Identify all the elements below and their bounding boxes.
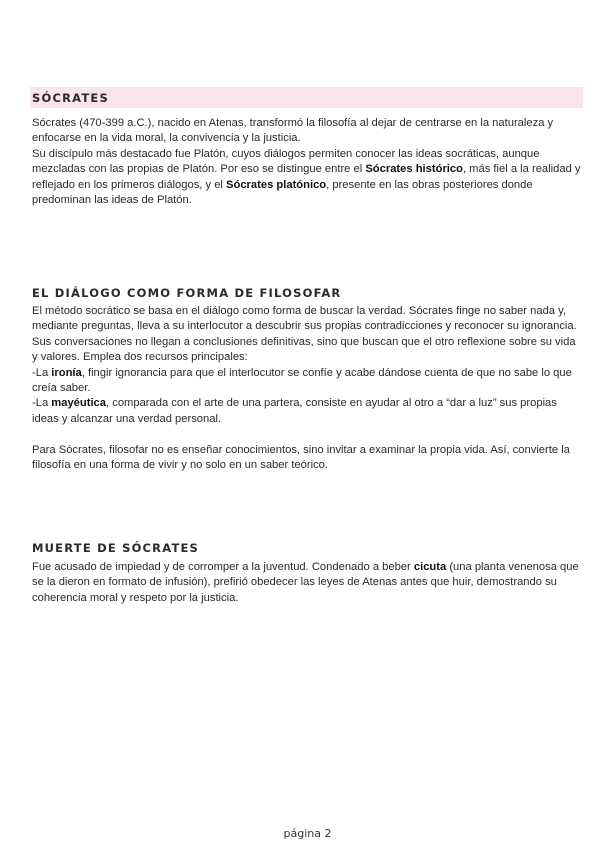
text-run: , más fiel a la realidad y reflejado en los primeros diálogos, y el: [32, 163, 581, 191]
text-run: (una planta venenosa que se la dieron en formato de infusión), prefirió obedecer las leyes de Atenas antes que huir, demostrando su coherencia moral y respeto por la justicia.: [32, 561, 579, 604]
text-run: , presente en las obras posteriores donde predominan las ideas de Platón.: [32, 178, 533, 207]
paragraph: [32, 116, 584, 147]
emphasis-term: mayéutica: [51, 397, 107, 410]
emphasis-term: cicuta: [413, 561, 447, 573]
paragraph: [32, 304, 584, 366]
paragraph: [32, 147, 584, 209]
paragraph: [32, 366, 584, 397]
text-run: El método socrático se basa en el diálogo como forma de buscar la verdad. Sócrates finge no saber nada y, mediante preguntas, lleva a su interlocutor a descubrir sus propias contradicciones y reconocer su ignorancia. Sus conversaciones no llegan a conclusiones definitivas, sino que buscan que el otro reflexione sobre su vida y valores. Emplea dos recursos principales:: [32, 305, 577, 364]
heading-highlight-band: [30, 87, 583, 108]
text-run: Su discípulo más destacado fue Platón, cuyos diálogos permiten conocer las ideas socráticas, aunque mezcladas con las propias de Platón. Por eso se distingue entre el: [32, 147, 540, 176]
section-body-dialogo: [32, 304, 584, 473]
section-heading-socrates: SÓCRATES: [32, 91, 109, 105]
section-heading-muerte: MUERTE DE SÓCRATES: [32, 541, 200, 555]
emphasis-term: Sócrates platónico: [226, 178, 327, 191]
text-run: , fingir ignorancia para que el interlocutor se confíe y acabe dándose cuenta de que no sabe lo que creía saber.: [32, 366, 572, 395]
text-run: Sócrates (470-399 a.C.), nacido en Atenas, transformó la filosofía al dejar de centrarse en la naturaleza y enfocarse en la vida moral, la convivencia y la justicia.: [32, 117, 554, 145]
text-run: Fue acusado de impiedad y de corromper a la juventud. Condenado a beber: [32, 561, 414, 573]
section-body-socrates: [32, 116, 584, 208]
paragraph: [32, 560, 584, 606]
emphasis-term: Sócrates histórico: [365, 163, 463, 176]
text-run: -La: [32, 366, 52, 379]
page-number: página 2: [283, 827, 332, 840]
emphasis-term: ironía: [51, 366, 82, 379]
text-run: , comparada con el arte de una partera, consiste en ayudar al otro a “dar a luz” sus propias ideas y alcanzar una verdad personal.: [32, 397, 557, 425]
section-heading-dialogo: EL DIÁLOGO COMO FORMA DE FILOSOFAR: [32, 286, 342, 300]
paragraph: [32, 443, 584, 474]
section-body-muerte: [32, 560, 584, 606]
paragraph: [32, 427, 584, 442]
paragraph: [32, 396, 584, 427]
text-run: -La: [32, 397, 52, 410]
text-run: Para Sócrates, filosofar no es enseñar conocimientos, sino invitar a examinar la propia vida. Así, convierte la filosofía en una forma de vivir y no solo en un saber teórico.: [32, 443, 570, 472]
